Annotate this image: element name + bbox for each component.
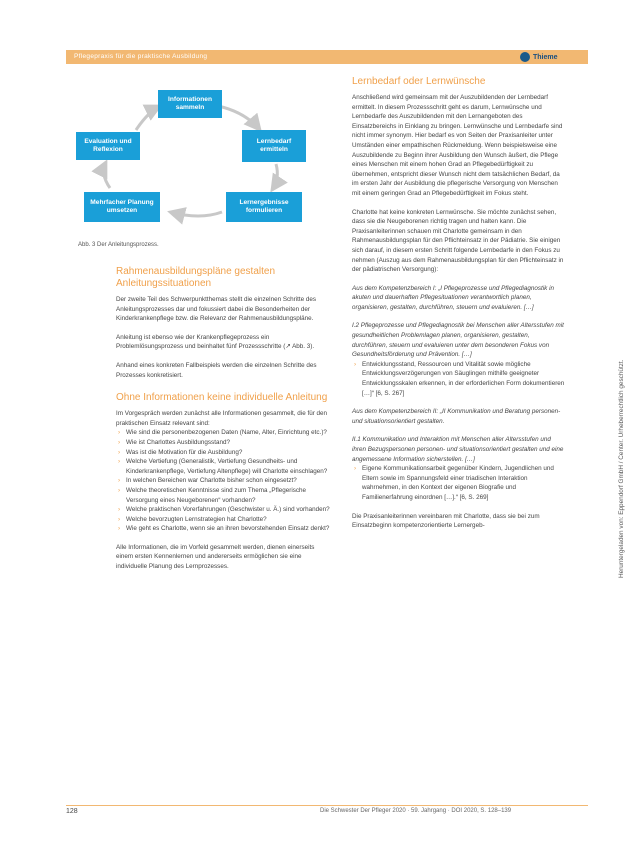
figure-caption: Abb. 3 Der Anleitungsprozess.: [78, 242, 159, 248]
diagram-box-lernergebnisse: Lernergebnisse formulieren: [226, 192, 302, 222]
quote-list: [352, 464, 566, 502]
diagram-box-evaluation: Evaluation und Reflexion: [76, 132, 140, 160]
right-column: [352, 76, 566, 531]
list-item: › Wie geht es Charlotte, wenn sie an ihren bevorstehenden Einsatz denkt?: [116, 524, 332, 534]
list-item: › Was ist die Motivation für die Ausbildung?: [116, 448, 332, 458]
heading-rahmenausbildung: Rahmenausbildungspläne gestalten Anleitungssituationen: [116, 266, 276, 289]
paragraph: Die Praxisanleiterinnen vereinbaren mit Charlotte, dass sie bei zum Einsatzbeginn kompetenzorientierte Lernergeb-: [352, 512, 540, 530]
quote-paragraph: I.2 Pflegeprozesse und Pflegediagnostik bei Menschen aller Altersstufen mit gesundheitlichen Problemlagen planen, organisieren, gestalten, durchführen, steuern und evaluieren unter dem besonderen Fokus von Gesundheitsförderung und Prävention. […]: [352, 322, 564, 359]
paragraph: Der zweite Teil des Schwerpunktthemas stellt die einzelnen Schritte des Anleitungsprozesses dar und fokussiert dabei die Besonderheiten der Kinderkrankenpflege bzw. die Relevanz der Rahmenausbildungspläne.: [116, 296, 317, 323]
anleitungsprozess-diagram: [70, 78, 338, 234]
arrow-2: [272, 164, 277, 190]
paragraph: Anschließend wird gemeinsam mit der Auszubildenden der Lernbedarf ermittelt. In diesem Prozessschritt geht es darum, Lernwünsche und Lernbedarfe des Auszubildenden mit den Lernangeboten des Einsatzbereichs in Einklang zu bringen. Lernwünsche und Lernbedarfe sind nicht immer synonym. Hier bedarf es von Seiten der Praxisanleiter unter Umständen einer empathischen Rückmeldung. Wenn beispielsweise eine Auszubildende zu Beginn ihrer Ausbildung den Wunsch äußert, die Pflege eines Menschen mit einem hohen Grad an Pflegebedürftigkeit zu übernehmen, entspricht dieser Wunsch nicht dem tatsächlichen Bedarf, da im ersten Jahr der Ausbildung die pflegerische Versorgung von Menschen mit einem geringen Grad an Pflegebedürftigkeit im Fokus steht.: [352, 94, 563, 197]
paragraph: Im Vorgespräch werden zunächst alle Informationen gesammelt, die für den praktischen Einsatz relevant sind:: [116, 410, 328, 427]
list-item: › Welche theoretischen Kenntnisse sind zum Thema „Pflegerische Versorgung eines Neugeborenen“ vorhanden?: [116, 486, 332, 505]
paragraph: Anleitung ist ebenso wie der Krankenpflegeprozess ein Problemlösungsprozess und beinhaltet fünf Prozessschritte (↗ Abb. 3).: [116, 333, 315, 351]
publisher-logo-icon: [520, 52, 530, 62]
arrow-3: [170, 212, 222, 216]
heading-lernbedarf: Lernbedarf oder Lernwünsche: [352, 76, 486, 87]
arrow-1: [218, 106, 260, 130]
arrow-5: [136, 106, 160, 130]
diagram-box-planung: Mehrfacher Planung umsetzen: [84, 192, 160, 222]
list-item: › In welchen Bereichen war Charlotte bisher schon eingesetzt?: [116, 476, 332, 486]
info-questions-list: [116, 428, 332, 534]
page-number: 128: [66, 808, 78, 815]
list-item: › Welche bevorzugten Lernstrategien hat Charlotte?: [116, 515, 332, 525]
paragraph: Alle Informationen, die im Vorfeld gesammelt werden, dienen einerseits einem ersten Kennenlernen und andererseits ermöglichen sie eine individuelle Planung des Lernprozesses.: [116, 543, 315, 571]
list-item: › Entwicklungsstand, Ressourcen und Vitalität sowie mögliche Entwicklungsverzögerungen von Säuglingen mithilfe geeigneter Entwicklungsskalen erkennen, in der erforderlichen Form dokumentieren […]“ [6, S. 267]: [352, 360, 566, 398]
download-notice-text: Heruntergeladen von: Eppendorf GmbH / Center. Urheberrechtlich geschützt.: [618, 359, 625, 578]
quote-paragraph: Aus dem Kompetenzbereich II: „II Kommunikation und Beratung personen- und situationsorientiert gestalten.: [352, 408, 561, 425]
left-column: [116, 266, 332, 572]
publisher-logo-text: Thieme: [533, 53, 558, 61]
quote-paragraph: II.1 Kommunikation und Interaktion mit Menschen aller Altersstufen und ihren Bezugspersonen personen- und situationsorientiert gestalten und eine angemessene Information sicherstellen. […]: [352, 436, 564, 463]
heading-informationen: Ohne Informationen keine individuelle Anleitung: [116, 392, 328, 404]
publisher-logo: [520, 50, 582, 64]
section-header-label: Pflegepraxis für die praktische Ausbildung: [74, 53, 208, 60]
list-item: › Welche praktischen Vorerfahrungen (Geschwister u. Ä.) sind vorhanden?: [116, 505, 332, 515]
arrow-4: [104, 162, 110, 188]
list-item: › Welche Vertiefung (Generalistik, Vertiefung Gesundheits- und Kinderkrankenpflege, Vertiefung Altenpflege) will Charlotte einschlagen?: [116, 457, 332, 476]
list-item: › Eigene Kommunikationsarbeit gegenüber Kindern, Jugendlichen und Eltern sowie im Spannungsfeld einer triadischen Interaktion wahrnehmen, in den Kontext der eigenen Biografie und Familienerfahrung einordnen […].“ [6, S. 269]: [352, 464, 566, 502]
diagram-box-lernbedarf: Lernbedarf ermitteln: [242, 130, 306, 162]
list-item: › Wie ist Charlottes Ausbildungsstand?: [116, 438, 332, 448]
paragraph: Anhand eines konkreten Fallbeispiels werden die einzelnen Schritte des Prozesses konkretisiert.: [116, 361, 317, 379]
download-notice: [608, 290, 625, 590]
footer-divider: [66, 805, 588, 806]
paragraph: Charlotte hat keine konkreten Lernwünsche. Sie möchte zunächst sehen, dass sie die Neugeborenen richtig tragen und halten kann. Die Praxisanleiterinnen schauen mit Charlotte gemeinsam in den Rahmenausbildungsplan für den Pflichteinsatz in der Pädiatrie. Sie einigen sich darauf, in diesem ersten Schritt folgende Lernbedarfe in den Fokus zu nehmen (Auszug aus dem Rahmenausbildungsplan für den Pflichteinsatz in der pädiatrischen Versorgung):: [352, 208, 564, 274]
footer-source: Die Schwester Der Pfleger 2020 · 59. Jahrgang · DOI 2020, S. 128–139: [320, 808, 512, 814]
quote-paragraph: Aus dem Kompetenzbereich I: „I Pflegeprozesse und Pflegediagnostik in akuten und dauerhaften Pflegesituationen verantwortlich planen, organisieren, gestalten, durchführen, steuern und evaluieren. […]: [352, 284, 554, 311]
quote-list: [352, 360, 566, 398]
list-item: › Wie sind die personenbezogenen Daten (Name, Alter, Einrichtung etc.)?: [116, 428, 332, 438]
diagram-box-informationen: Informationen sammeln: [158, 90, 222, 118]
